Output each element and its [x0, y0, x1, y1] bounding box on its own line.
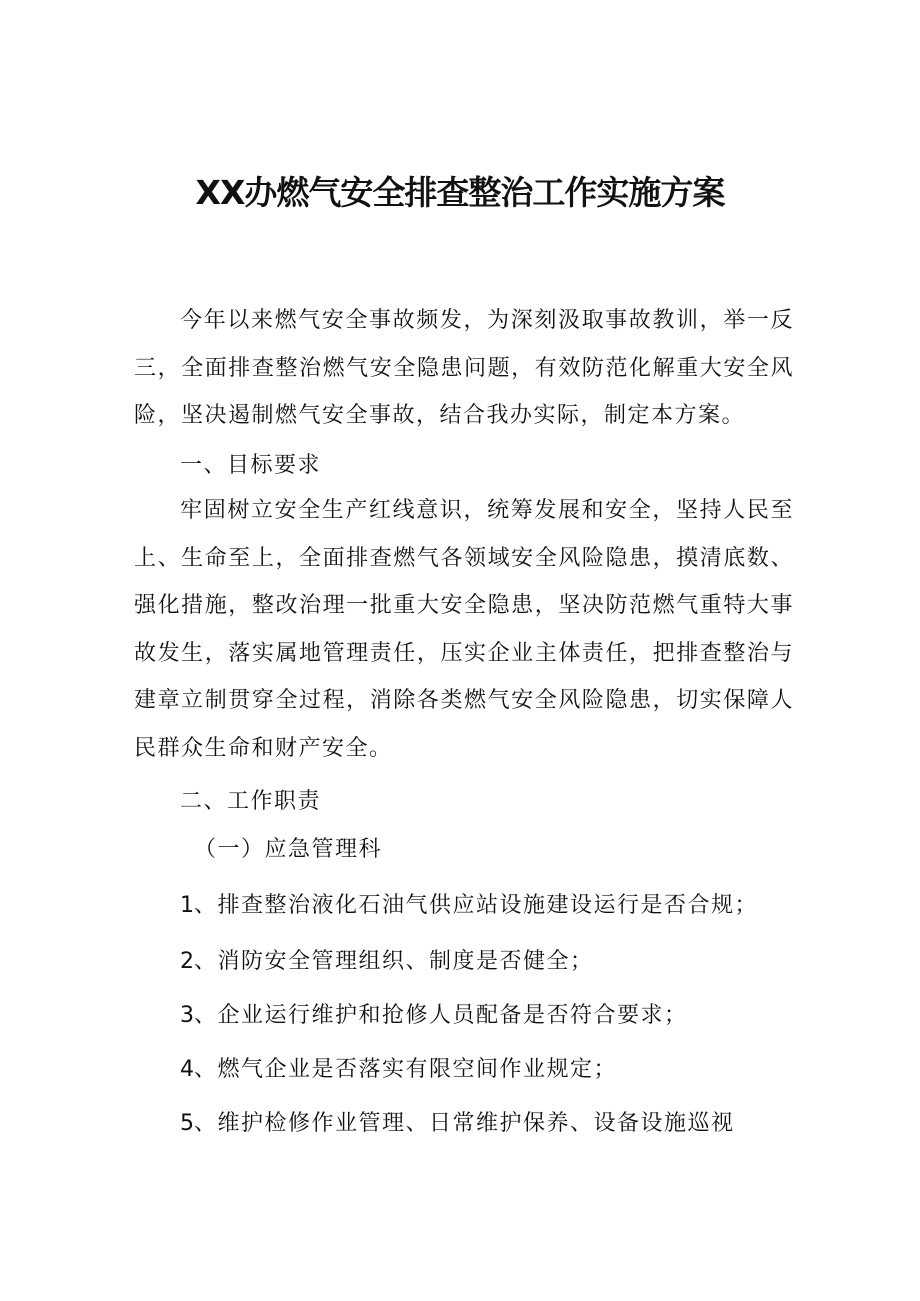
- item-number: 3: [180, 1003, 194, 1028]
- list-item: [180, 1050, 617, 1090]
- list-item: [180, 1104, 735, 1144]
- item-text: 、排查整治液化石油气供应站设施建设运行是否合规；: [194, 893, 759, 918]
- intro-text: 今年以来燃气安全事故频发，为深刻汲取事故教训，举一反三，全面排查整治燃气安全隐患问题，有效防范化解重大安全风险，坚决遏制燃气安全事故，结合我办实际，制定本方案。: [134, 308, 794, 428]
- item-number: 1: [180, 893, 194, 918]
- section2-heading: 二、工作职责: [180, 789, 322, 814]
- subsection1-heading: （一）应急管理科: [194, 837, 383, 862]
- item-text: 、企业运行维护和抢修人员配备是否符合要求；: [194, 1003, 688, 1028]
- item-text: 、维护检修作业管理、日常维护保养、设备设施巡视: [194, 1111, 735, 1136]
- list-item: [180, 996, 688, 1036]
- section1-heading: 一、目标要求: [180, 453, 322, 478]
- item-text: 、燃气企业是否落实有限空间作业规定；: [194, 1057, 618, 1082]
- item-number: 5: [180, 1111, 194, 1136]
- document-title: XX办燃气安全排查整治工作实施方案: [195, 173, 725, 212]
- list-item: [180, 886, 758, 926]
- section1-paragraph: [134, 487, 794, 772]
- intro-paragraph: [134, 297, 794, 440]
- item-number: 4: [180, 1057, 194, 1082]
- section1-text: 牢固树立安全生产红线意识，统筹发展和安全，坚持人民至上、生命至上，全面排查燃气各领域安全风险隐患，摸清底数、强化措施，整改治理一批重大安全隐患，坚决防范燃气重特大事故发生，落实属地管理责任，压实企业主体责任，把排查整治与建章立制贯穿全过程，消除各类燃气安全风险隐患，切实保障人民群众生命和财产安全。: [134, 498, 794, 761]
- item-text: 、消防安全管理组织、制度是否健全；: [194, 949, 594, 974]
- list-item: [180, 942, 594, 982]
- item-number: 2: [180, 949, 194, 974]
